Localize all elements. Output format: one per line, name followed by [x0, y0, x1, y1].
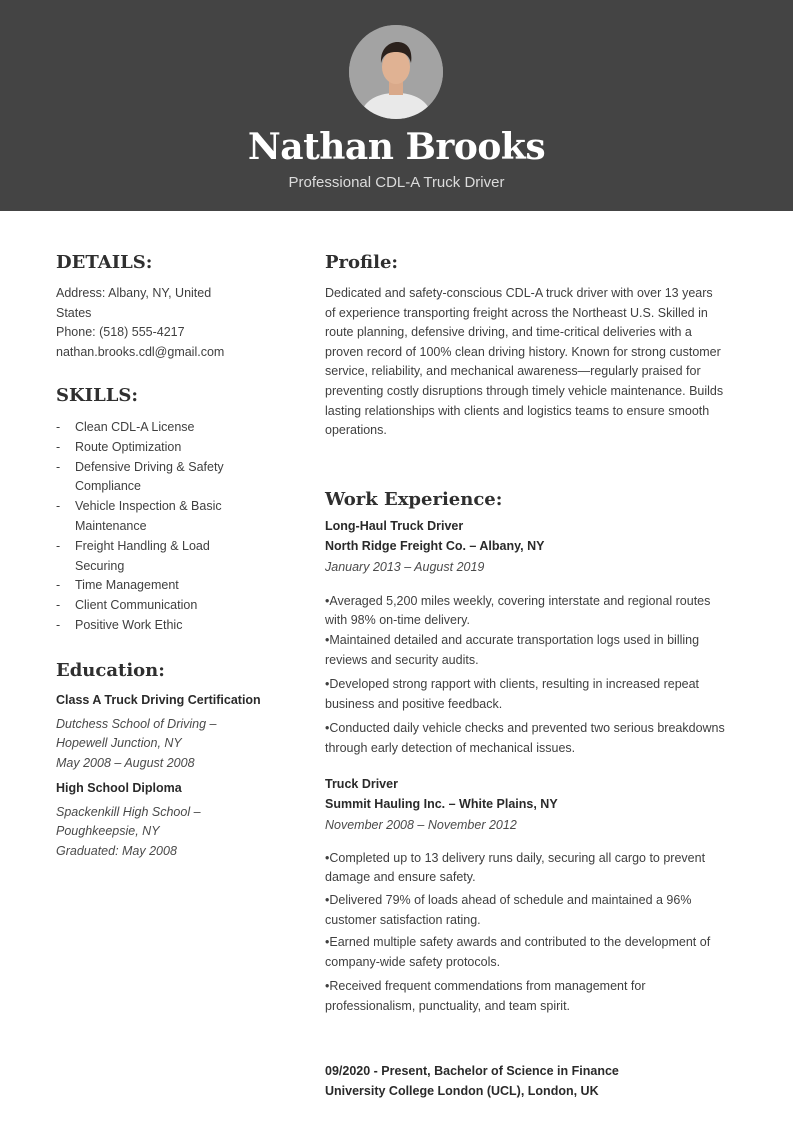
candidate-name: Nathan Brooks — [247, 126, 546, 168]
extra-education-line-1: 09/2020 - Present, Bachelor of Science in Finance — [325, 1064, 619, 1078]
education-dates: May 2008 – August 2008 — [56, 755, 195, 770]
job-company: Summit Hauling Inc. – White Plains, NY — [325, 796, 558, 811]
skill-item: - Client Communication — [56, 596, 256, 616]
profile-heading: Profile: — [325, 252, 399, 273]
skill-item: - Freight Handling & Load Securing — [56, 537, 256, 577]
address-line-2: States — [56, 305, 92, 320]
job-dates: November 2008 – November 2012 — [325, 818, 517, 833]
skill-item: - Route Optimization — [56, 438, 256, 458]
phone-text: Phone: (518) 555-4217 — [56, 325, 185, 340]
job-bullet: •Earned multiple safety awards and contributed to the development of company-wide safety protocols. — [325, 935, 711, 969]
profile-photo — [349, 25, 443, 119]
education-heading: Education: — [56, 660, 165, 681]
skill-item: - Clean CDL-A License — [56, 418, 256, 438]
education-school-line-1: Spackenkill High School – — [56, 804, 201, 819]
extra-education — [325, 1062, 745, 1101]
education-degree: High School Diploma — [56, 781, 182, 795]
skill-item: - Time Management — [56, 576, 256, 596]
education-dates: Graduated: May 2008 — [56, 843, 177, 858]
details-block — [56, 284, 256, 362]
job-role: Long-Haul Truck Driver — [325, 519, 464, 533]
job-bullet: •Averaged 5,200 miles weekly, covering interstate and regional routes with 98% on-time delivery. — [325, 593, 711, 628]
job-bullet: •Received frequent commendations from management for professionalism, punctuality, and team spirit. — [325, 979, 646, 1013]
job-company: North Ridge Freight Co. – Albany, NY — [325, 538, 545, 553]
extra-education-line-2: University College London (UCL), London, UK — [325, 1083, 599, 1098]
skills-heading: SKILLS: — [56, 385, 139, 406]
education-school-line-2: Poughkeepsie, NY — [56, 824, 160, 839]
work-heading: Work Experience: — [325, 489, 503, 510]
profile-text: Dedicated and safety-conscious CDL-A truck driver with over 13 years of experience transporting freight across the Northeast U.S. Skilled in route planning, defensive driving, and time-critical deliveries with a proven record of 100% clean driving history. Known for strong customer service, reliability, and mechanical awareness—regularly praised for preventing costly disruptions through timely vehicle maintenance. Builds lasting relationships with clients and logistics teams to ensure smooth operations. — [325, 286, 724, 438]
address-line-1: Address: Albany, NY, United — [56, 286, 212, 300]
skills-list — [56, 418, 256, 636]
education-school-line-2: Hopewell Junction, NY — [56, 736, 182, 751]
job-bullet: •Maintained detailed and accurate transportation logs used in billing reviews and security audits. — [325, 632, 700, 667]
education-school-line-1: Dutchess School of Driving – — [56, 716, 217, 731]
job-role: Truck Driver — [325, 777, 398, 791]
skill-item: - Vehicle Inspection & Basic Maintenance — [56, 497, 256, 537]
education-degree: Class A Truck Driving Certification — [56, 693, 261, 707]
details-heading: DETAILS: — [56, 252, 153, 273]
education-entry — [56, 779, 291, 861]
email-text: nathan.brooks.cdl@gmail.com — [56, 344, 225, 359]
job-bullet: •Delivered 79% of loads ahead of schedule and maintained a 96% customer satisfaction rating. — [325, 892, 692, 927]
job-bullet: •Developed strong rapport with clients, resulting in increased repeat business and positive feedback. — [325, 677, 700, 711]
skill-item: - Defensive Driving & Safety Compliance — [56, 458, 256, 498]
candidate-title: Professional CDL-A Truck Driver — [288, 174, 505, 191]
person-silhouette-icon — [349, 25, 443, 119]
job-bullet: •Conducted daily vehicle checks and prevented two serious breakdowns through early detection of mechanical issues. — [325, 721, 725, 755]
job-bullet: •Completed up to 13 delivery runs daily, securing all cargo to prevent damage and ensure safety. — [325, 850, 706, 885]
skill-item: - Positive Work Ethic — [56, 616, 256, 636]
job-entry — [325, 775, 725, 1017]
education-entry — [56, 691, 291, 773]
header-banner — [0, 0, 793, 211]
job-dates: January 2013 – August 2019 — [325, 560, 485, 575]
job-entry — [325, 517, 725, 759]
